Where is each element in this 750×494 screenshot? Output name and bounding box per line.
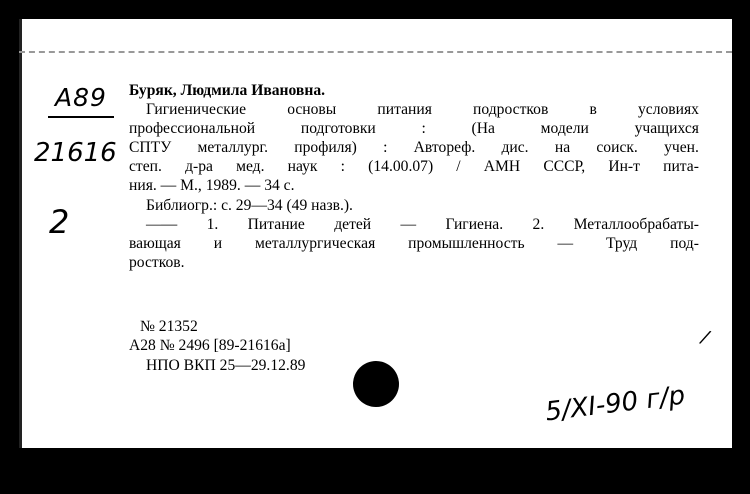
record-block [129,317,305,375]
subject-line-1: —— 1. Питание детей — Гигиена. 2. Металлообрабаты- [146,215,699,233]
call-number-divider [48,116,114,118]
author-heading: Буряк, Людмила Ивановна. [129,82,326,99]
bibliography-note: Библиогр.: с. 29—34 (49 назв.). [146,196,353,214]
handwritten-signature: 5/XI-90 г/р [543,380,687,428]
record-number: № 21352 [140,318,198,335]
record-line: А28 № 2496 [89-21616а] [129,337,291,355]
handwritten-tick: / [699,326,711,349]
subject-line-3: ростков. [129,253,185,271]
call-number-top: A89 [55,83,107,112]
card-body [129,81,699,272]
title-line-5: ния. — М., 1989. — 34 с. [129,177,295,195]
card-edge [19,19,22,448]
punch-hole [353,361,399,407]
title-line-3: СПТУ металлург. профиля) : Автореф. дис. на соиск. учен. [129,139,699,157]
handwritten-mark: 2 [49,203,70,241]
title-line-4: степ. д-ра мед. наук : (14.00.07) / АМН СССР, Ин-т пита- [129,158,699,176]
catalog-card [19,19,732,448]
title-line-1: Гигиенические основы питания подростков в условиях [146,101,699,119]
call-number-bottom: 21616 [34,138,117,168]
top-dashed-rule [19,51,732,53]
title-line-2: профессиональной подготовки : (На модели учащихся [129,120,699,138]
subject-line-2: вающая и металлургическая промышленность — Труд под- [129,234,699,252]
org-line: НПО ВКП 25—29.12.89 [146,356,306,374]
